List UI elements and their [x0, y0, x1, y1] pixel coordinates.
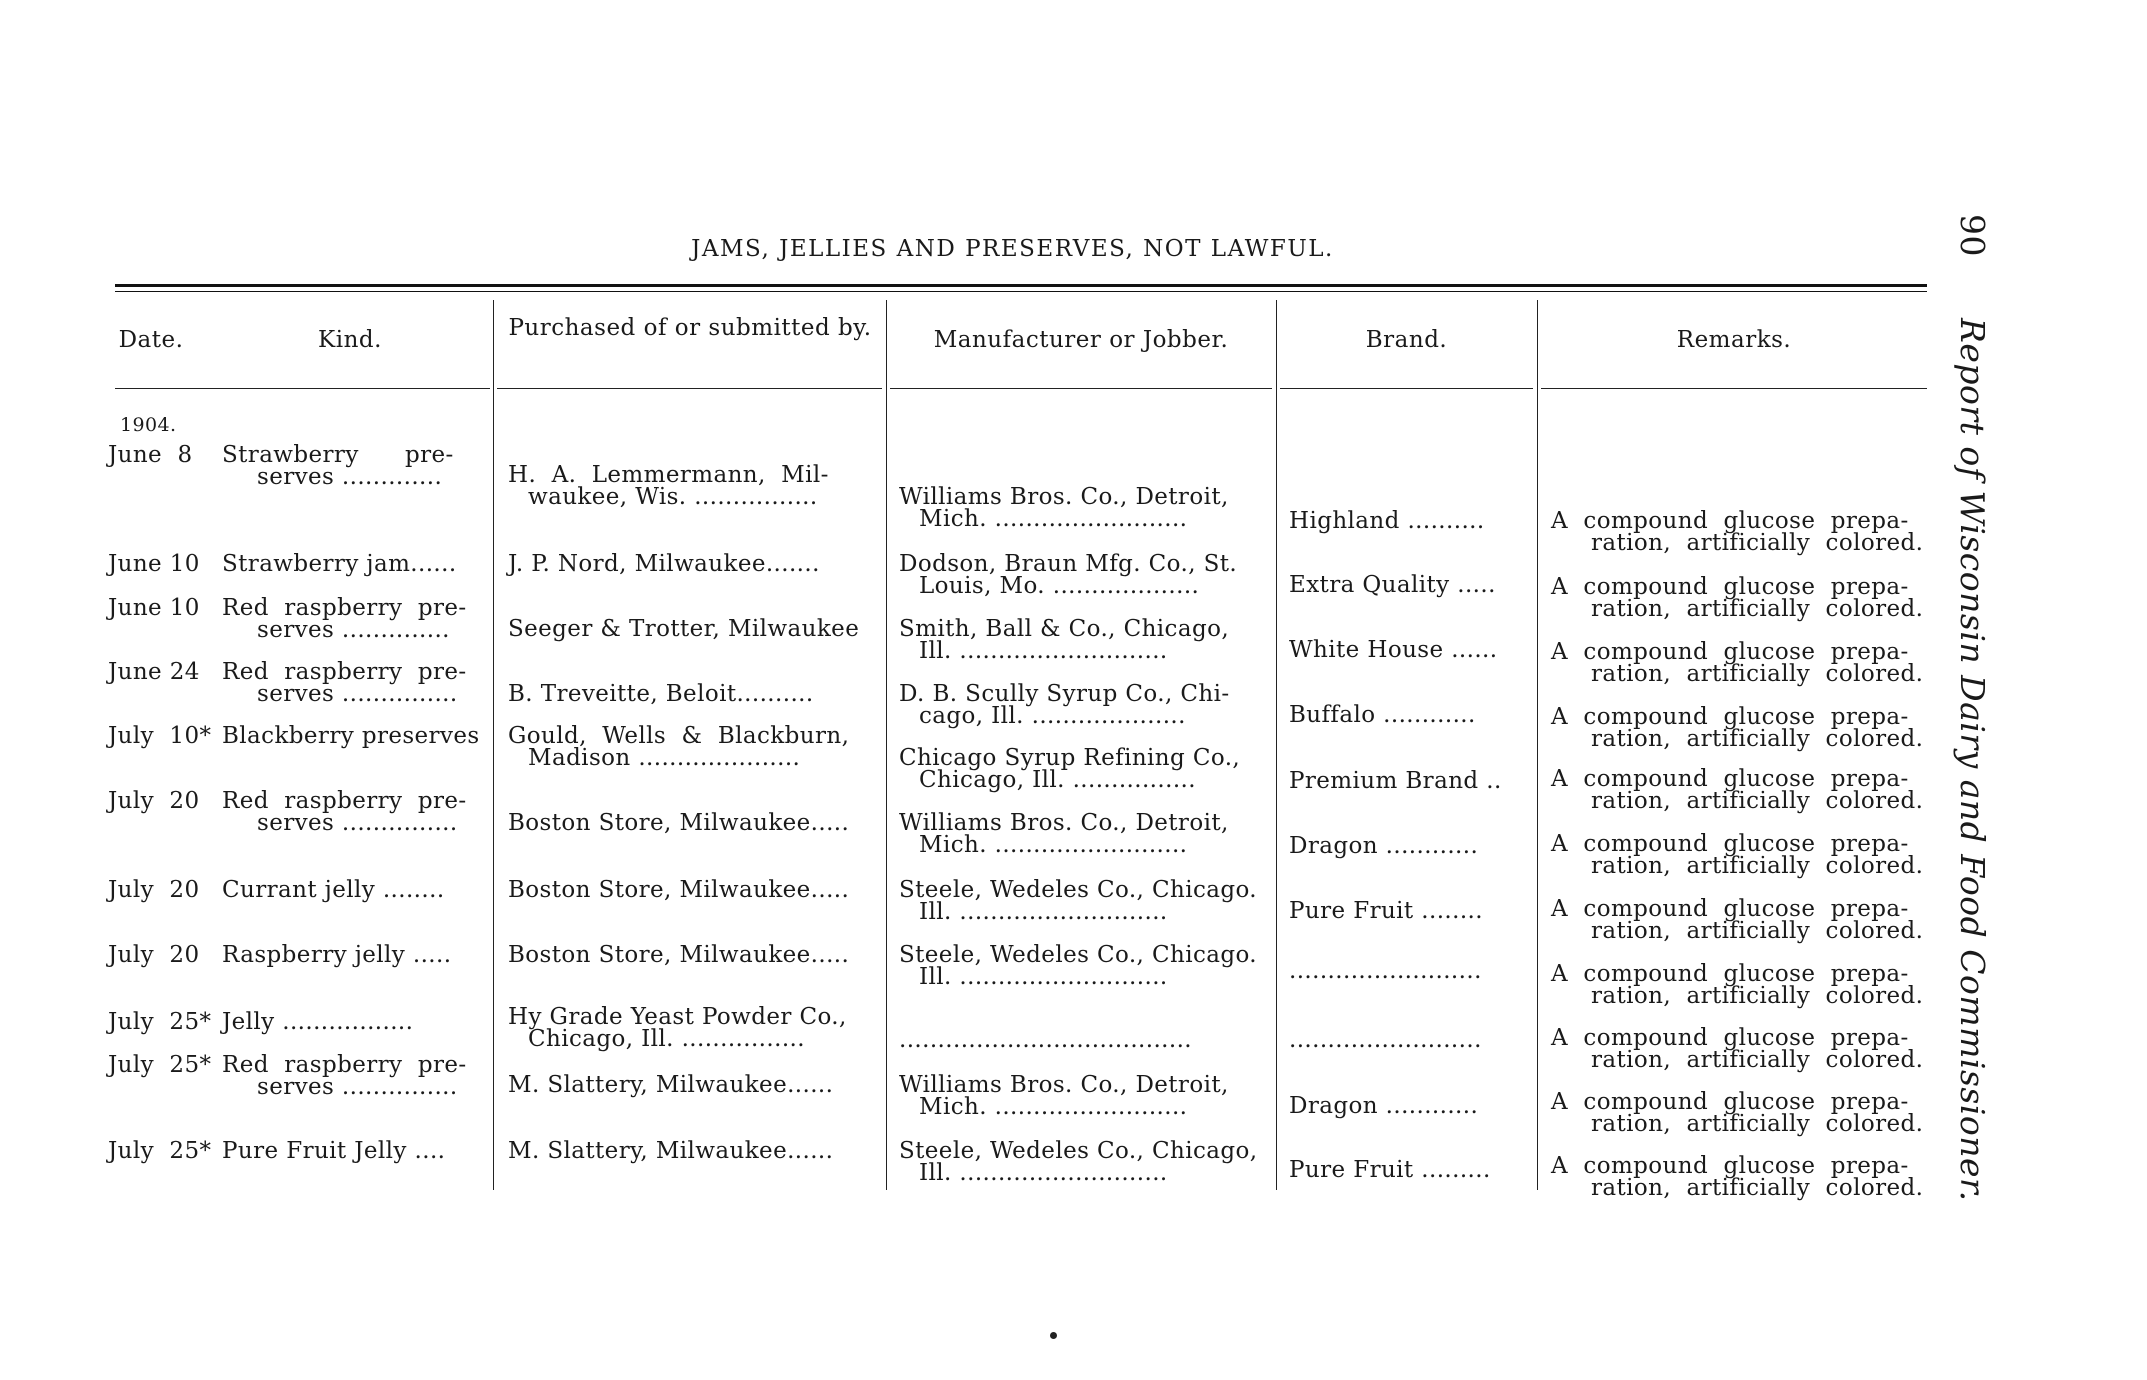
- header-rule-thick: [115, 284, 1927, 287]
- header-manufacturer: Manufacturer or Jobber.: [933, 327, 1229, 353]
- row-remarks: ration, artificially colored.: [1591, 596, 1924, 622]
- row-remarks: A compound glucose prepa-: [1551, 639, 1909, 665]
- row-kind: Jelly .................: [222, 1009, 414, 1035]
- row-manufacturer: Chicago, Ill. ................: [919, 767, 1196, 793]
- row-remarks: ration, artificially colored.: [1591, 530, 1924, 556]
- header-date: Date.: [118, 327, 184, 353]
- row-date: July 10*: [108, 723, 212, 749]
- row-remarks: ration, artificially colored.: [1591, 1175, 1924, 1201]
- row-manufacturer: Chicago Syrup Refining Co.,: [899, 745, 1241, 771]
- page-mark: [1050, 1332, 1057, 1339]
- row-remarks: ration, artificially colored.: [1591, 983, 1924, 1009]
- row-manufacturer: Mich. .........................: [919, 1094, 1188, 1120]
- row-kind: Strawberry pre-: [222, 442, 454, 468]
- year-label: 1904.: [120, 414, 177, 436]
- row-remarks: A compound glucose prepa-: [1551, 1025, 1909, 1051]
- row-remarks: A compound glucose prepa-: [1551, 574, 1909, 600]
- running-head-text: Report of Wisconsin Dairy and Food Commissioner.: [1953, 318, 1992, 1202]
- row-purchased-by: H. A. Lemmermann, Mil-: [508, 462, 829, 488]
- row-kind: Red raspberry pre-: [222, 788, 467, 814]
- row-purchased-by: Gould, Wells & Blackburn,: [508, 723, 850, 749]
- row-kind: serves ...............: [257, 681, 458, 707]
- row-manufacturer: Louis, Mo. ...................: [919, 573, 1200, 599]
- row-purchased-by: Hy Grade Yeast Powder Co.,: [508, 1004, 847, 1030]
- row-remarks: A compound glucose prepa-: [1551, 704, 1909, 730]
- row-kind: serves .............: [257, 464, 443, 490]
- row-purchased-by: M. Slattery, Milwaukee......: [508, 1138, 834, 1164]
- column-divider: [1276, 300, 1277, 1190]
- header-underline: [1280, 388, 1533, 389]
- row-date: June 8: [108, 442, 193, 468]
- row-manufacturer: Smith, Ball & Co., Chicago,: [899, 616, 1230, 642]
- row-manufacturer: Steele, Wedeles Co., Chicago,: [899, 1138, 1258, 1164]
- row-remarks: A compound glucose prepa-: [1551, 831, 1909, 857]
- row-remarks: ration, artificially colored.: [1591, 788, 1924, 814]
- row-brand: .........................: [1289, 958, 1482, 984]
- row-purchased-by: Boston Store, Milwaukee.....: [508, 942, 850, 968]
- row-remarks: A compound glucose prepa-: [1551, 896, 1909, 922]
- row-remarks: ration, artificially colored.: [1591, 1047, 1924, 1073]
- header-underline: [890, 388, 1272, 389]
- row-purchased-by: Boston Store, Milwaukee.....: [508, 810, 850, 836]
- row-remarks: A compound glucose prepa-: [1551, 1153, 1909, 1179]
- row-kind: serves ...............: [257, 1074, 458, 1100]
- row-remarks: ration, artificially colored.: [1591, 726, 1924, 752]
- row-brand: White House ......: [1289, 637, 1498, 663]
- row-remarks: A compound glucose prepa-: [1551, 1089, 1909, 1115]
- row-manufacturer: Ill. ...........................: [919, 899, 1168, 925]
- row-brand: Dragon ............: [1289, 833, 1479, 859]
- row-purchased-by: Seeger & Trotter, Milwaukee: [508, 616, 860, 642]
- row-date: July 25*: [108, 1052, 212, 1078]
- row-date: June 10: [108, 595, 200, 621]
- row-kind: Raspberry jelly .....: [222, 942, 452, 968]
- row-manufacturer: Ill. ...........................: [919, 638, 1168, 664]
- row-manufacturer: Williams Bros. Co., Detroit,: [899, 484, 1229, 510]
- row-date: July 20: [108, 942, 200, 968]
- row-date: June 24: [108, 659, 200, 685]
- header-purchased-by: Purchased of or submitted by.: [508, 315, 872, 341]
- row-purchased-by: Chicago, Ill. ................: [528, 1026, 805, 1052]
- row-kind: Red raspberry pre-: [222, 595, 467, 621]
- row-remarks: ration, artificially colored.: [1591, 1111, 1924, 1137]
- row-date: July 25*: [108, 1009, 212, 1035]
- row-manufacturer: Steele, Wedeles Co., Chicago.: [899, 877, 1258, 903]
- row-brand: Pure Fruit ........: [1289, 898, 1483, 924]
- row-kind: Red raspberry pre-: [222, 659, 467, 685]
- header-brand: Brand.: [1365, 327, 1448, 353]
- row-kind: Currant jelly ........: [222, 877, 445, 903]
- column-divider: [1537, 300, 1538, 1190]
- row-manufacturer: D. B. Scully Syrup Co., Chi-: [899, 681, 1230, 707]
- row-remarks: ration, artificially colored.: [1591, 853, 1924, 879]
- column-divider: [493, 300, 494, 1190]
- header-rule-thin: [115, 291, 1927, 292]
- header-kind: Kind.: [318, 327, 382, 353]
- row-brand: Pure Fruit .........: [1289, 1157, 1491, 1183]
- row-brand: .........................: [1289, 1027, 1482, 1053]
- row-manufacturer: Steele, Wedeles Co., Chicago.: [899, 942, 1258, 968]
- row-purchased-by: M. Slattery, Milwaukee......: [508, 1072, 834, 1098]
- row-remarks: A compound glucose prepa-: [1551, 766, 1909, 792]
- row-purchased-by: Boston Store, Milwaukee.....: [508, 877, 850, 903]
- header-underline: [1541, 388, 1927, 389]
- row-brand: Dragon ............: [1289, 1093, 1479, 1119]
- row-date: June 10: [108, 551, 200, 577]
- row-brand: Buffalo ............: [1289, 702, 1476, 728]
- row-manufacturer: Ill. ...........................: [919, 1160, 1168, 1186]
- header-underline: [497, 388, 882, 389]
- row-manufacturer: Ill. ...........................: [919, 964, 1168, 990]
- header-remarks: Remarks.: [1676, 327, 1792, 353]
- row-date: July 20: [108, 877, 200, 903]
- row-remarks: ration, artificially colored.: [1591, 918, 1924, 944]
- row-manufacturer: Williams Bros. Co., Detroit,: [899, 1072, 1229, 1098]
- row-manufacturer: Mich. .........................: [919, 506, 1188, 532]
- row-purchased-by: B. Treveitte, Beloit..........: [508, 681, 814, 707]
- row-remarks: ration, artificially colored.: [1591, 661, 1924, 687]
- row-kind: Pure Fruit Jelly ....: [222, 1138, 446, 1164]
- row-purchased-by: J. P. Nord, Milwaukee.......: [508, 551, 820, 577]
- row-date: July 20: [108, 788, 200, 814]
- row-remarks: A compound glucose prepa-: [1551, 508, 1909, 534]
- row-manufacturer: Williams Bros. Co., Detroit,: [899, 810, 1229, 836]
- running-head: [1952, 214, 1992, 1202]
- row-kind: serves ..............: [257, 617, 450, 643]
- header-underline: [115, 388, 490, 389]
- column-divider: [886, 300, 887, 1190]
- page-title: JAMS, JELLIES AND PRESERVES, NOT LAWFUL.: [691, 236, 1334, 262]
- row-remarks: A compound glucose prepa-: [1551, 961, 1909, 987]
- row-purchased-by: Madison .....................: [528, 745, 801, 771]
- row-date: July 25*: [108, 1138, 212, 1164]
- row-purchased-by: waukee, Wis. ................: [528, 484, 818, 510]
- row-kind: serves ...............: [257, 810, 458, 836]
- row-manufacturer: cago, Ill. ....................: [919, 703, 1186, 729]
- row-manufacturer: Dodson, Braun Mfg. Co., St.: [899, 551, 1238, 577]
- row-kind: Strawberry jam......: [222, 551, 457, 577]
- row-brand: Premium Brand ..: [1289, 768, 1502, 794]
- row-manufacturer: ......................................: [899, 1027, 1193, 1053]
- row-kind: Red raspberry pre-: [222, 1052, 467, 1078]
- row-brand: Extra Quality .....: [1289, 572, 1496, 598]
- row-manufacturer: Mich. .........................: [919, 832, 1188, 858]
- page-number: 90: [1953, 214, 1992, 257]
- row-kind: Blackberry preserves: [222, 723, 480, 749]
- row-brand: Highland ..........: [1289, 508, 1485, 534]
